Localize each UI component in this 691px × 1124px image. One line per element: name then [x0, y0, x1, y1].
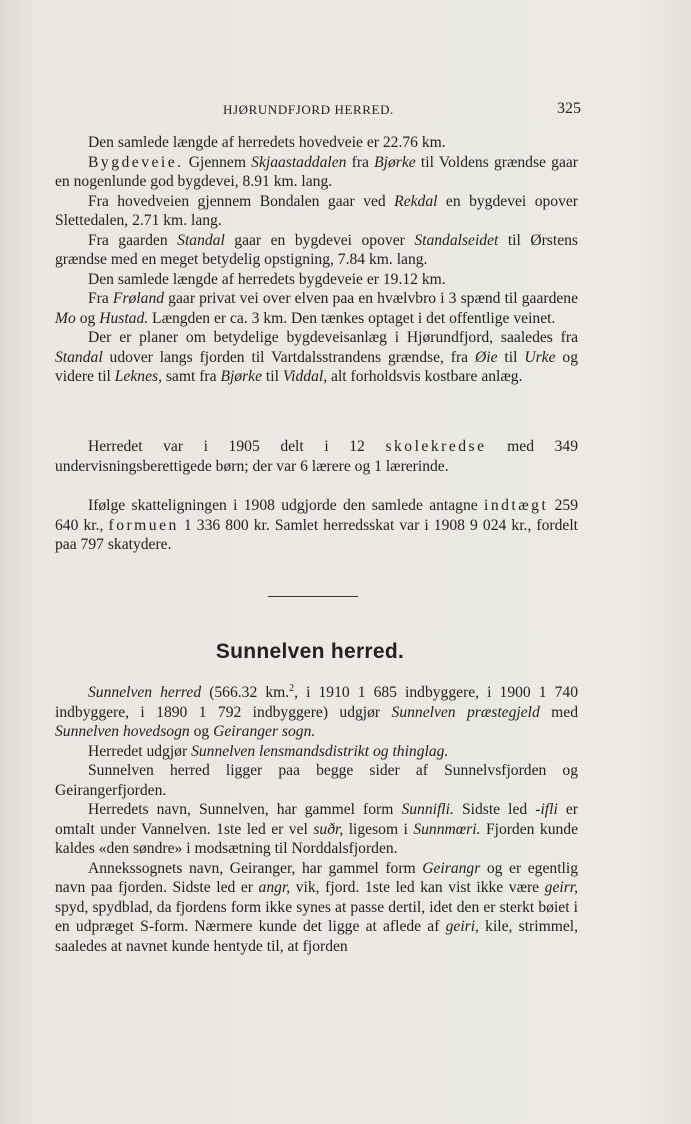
school-section — [55, 437, 578, 476]
paragraph-bondalen: Fra hovedveien gjennem Bondalen gaar ved Rekdal en bygdevei opover Slettedalen, 2.71 km. lang. — [55, 192, 578, 229]
paragraph-skole: Herredet var i 1905 delt i 12 skolekredse med 349 undervisningsberettigede børn; der var 6 lærere og 1 lærerinde. — [55, 438, 578, 475]
paragraph-lensmand: Herredet udgjør Sunnelven lensmandsdistrikt og thinglag. — [88, 742, 449, 760]
paragraph-skat: Ifølge skatteligningen i 1908 udgjorde den samlede antagne indtægt 259 640 kr., formuen 1 336 800 kr. Samlet herredsskat var i 1908 9 024 kr., fordelt paa 797 skatydere. — [55, 497, 578, 553]
paragraph-annekssogn: Annekssognets navn, Geiranger, har gammel form Geirangr og er egentlig navn paa fjorden. Sidste led er angr, vik, fjord. 1ste led kan vist ikke være geirr, spyd, spydblad, da fjordens form ikke synes at passe dertil, idet den er sterkt bøiet i en udpræget S-form. Nærmere kunde det ligge at aflede af geiri, kile, strimmel, saaledes at navnet kunde hentyde til, at fjorden — [55, 859, 579, 955]
paragraph-standal: Fra gaarden Standal gaar en bygdevei opover Standalseidet til Ørstens grændse med en meget betydelig opstigning, 7.84 km. lang. — [55, 231, 578, 268]
tax-section — [55, 496, 578, 555]
sunnelven-section — [55, 683, 578, 956]
paragraph-ligger: Sunnelven herred ligger paa begge sider af Sunnelvsfjorden og Geirangerfjorden. — [55, 762, 578, 799]
paragraph-navn: Herredets navn, Sunnelven, har gammel form Sunnifli. Sidste led -ifli er omtalt under Vannelven. 1ste led er vel suðr, ligesom i Sunnmœri. Fjorden kunde kaldes «den søndre» i modsætning til Norddalsfjorden. — [55, 801, 579, 857]
paragraph-bygdeveie: Bygdeveie. Gjennem Skjaastaddalen fra Bjørke til Voldens grændse gaar en nogenlunde god bygdevei, 8.91 km. lang. — [55, 153, 578, 190]
running-title: HJØRUNDFJORD HERRED. — [223, 102, 394, 117]
paragraph-froland: Fra Frøland gaar privat vei over elven paa en hvælvbro i 3 spænd til gaardene Mo og Hustad. Længden er ca. 3 km. Den tænkes optaget i det offentlige veinet. — [55, 290, 578, 327]
paragraph-bygdeveie-total: Den samlede længde af herredets bygdeveie er 19.12 km. — [88, 270, 446, 288]
paragraph-hovedveie-total: Den samlede længde af herredets hovedveie er 22.76 km. — [88, 134, 446, 151]
roads-section — [55, 133, 578, 387]
section-divider — [268, 596, 358, 597]
paragraph-planer: Der er planer om betydelige bygdeveisanlæg i Hjørundfjord, saaledes fra Standal udover langs fjorden til Vartdalsstrandens grændse, fra Øie til Urke og videre til Leknes, samt fra Bjørke til Viddal, alt forholdsvis kostbare anlæg. — [55, 329, 579, 385]
running-head — [55, 102, 581, 122]
paragraph-intro: Sunnelven herred (566.32 km.$^2$, i 1910 1 685 indbyggere, i 1900 1 740 indbyggere, i 1890 1 792 indbyggere) udgjør Sunnelven præstegjeld med Sunnelven hovedsogn og Geiranger sogn. — [55, 682, 578, 740]
page-number: 325 — [557, 100, 581, 117]
bygdeveie-label: Bygdeveie. — [88, 153, 184, 171]
section-heading: Sunnelven herred. — [215, 640, 405, 663]
